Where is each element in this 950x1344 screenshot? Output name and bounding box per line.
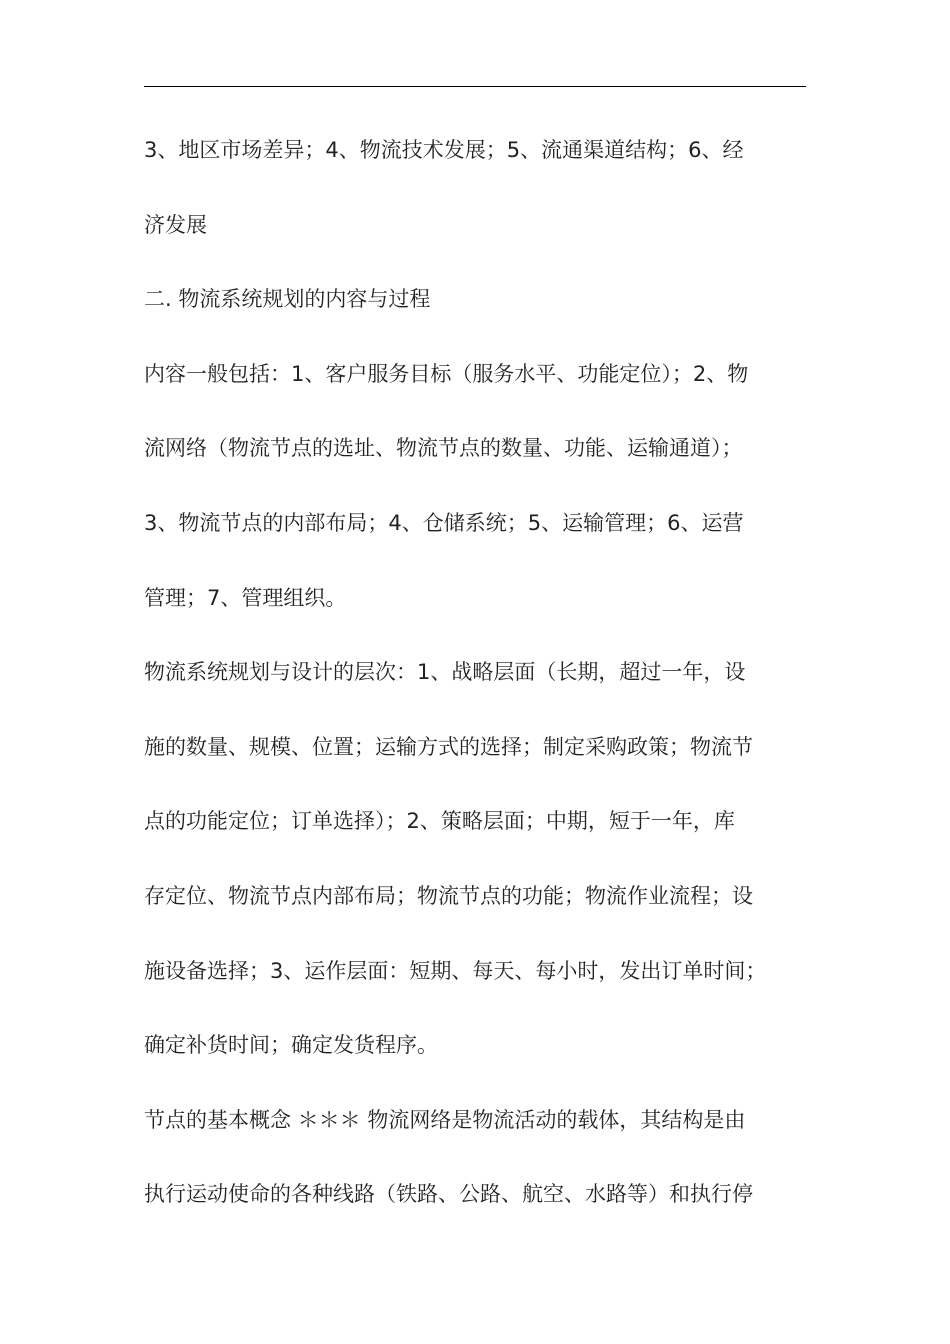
text-line: 施设备选择；3、运作层面：短期、每天、每小时，发出订单时间；	[144, 958, 767, 983]
text-line: 3、地区市场差异；4、物流技术发展；5、流通渠道结构；6、经	[144, 138, 744, 162]
document-body	[144, 131, 808, 1250]
text-line: 物流系统规划与设计的层次：1、战略层面（长期，超过一年，设	[144, 660, 746, 685]
text-line: 施的数量、规模、位置；运输方式的选择；制定采购政策；物流节	[144, 734, 753, 759]
text-line: 3、物流节点的内部布局；4、仓储系统；5、运输管理；6、运营	[144, 510, 744, 535]
section-heading: 二. 物流系统规划的内容与过程	[144, 287, 431, 312]
text-line: 节点的基本概念 ＊＊＊ 物流网络是物流活动的载体，其结构是由	[144, 1107, 746, 1132]
text-line: 存定位、物流节点内部布局；物流节点的功能；物流作业流程；设	[144, 883, 753, 908]
text-line: 内容一般包括：1、客户服务目标（服务水平、功能定位）；2、物	[144, 361, 749, 386]
text-line: 济发展	[144, 212, 207, 237]
text-line: 流网络（物流节点的选址、物流节点的数量、功能、运输通道）；	[144, 436, 743, 461]
header-rule	[144, 86, 806, 87]
text-line: 管理；7、管理组织。	[144, 585, 347, 610]
text-line: 确定补货时间；确定发货程序。	[144, 1033, 438, 1058]
text-line: 点的功能定位；订单选择）；2、策略层面；中期，短于一年，库	[144, 809, 735, 834]
text-line: 执行运动使命的各种线路（铁路、公路、航空、水路等）和执行停	[144, 1182, 753, 1207]
